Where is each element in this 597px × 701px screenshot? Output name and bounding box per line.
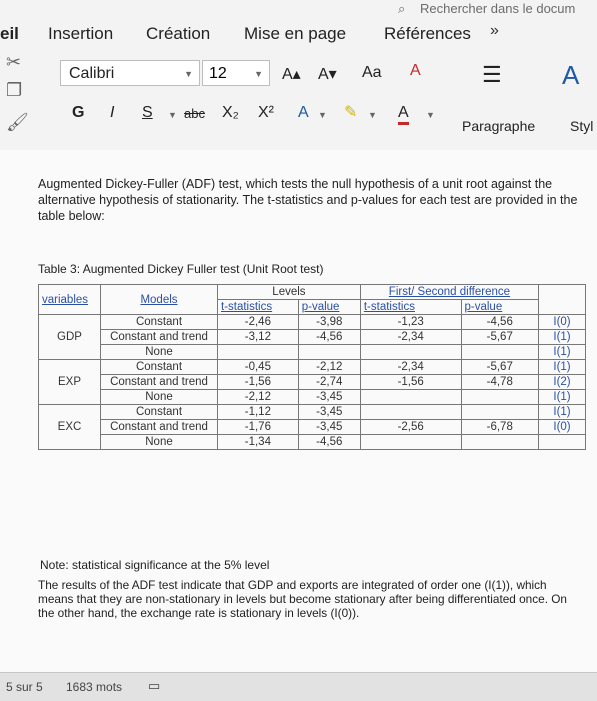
table-row — [39, 420, 586, 435]
text-effects-icon[interactable]: A — [298, 104, 309, 121]
cell-t2: -1,56 — [360, 375, 461, 390]
table-caption: Table 3: Augmented Dickey Fuller test (Unit Root test) — [38, 262, 324, 276]
status-bar — [0, 672, 597, 701]
paragraph-align-icon[interactable]: ☰ — [482, 62, 502, 87]
variable-cell: EXP — [39, 360, 101, 405]
styles-icon[interactable]: A — [562, 60, 580, 90]
word-count[interactable]: 1683 mots — [66, 680, 123, 694]
search-input[interactable]: Rechercher dans le docum — [420, 1, 576, 16]
cell-p2: -6,78 — [461, 420, 539, 435]
cell-order: I(1) — [539, 345, 586, 360]
cell-p: -3,45 — [298, 420, 360, 435]
font-name-field[interactable] — [60, 60, 200, 86]
header-order — [539, 285, 586, 315]
underline-button[interactable]: S — [142, 104, 153, 121]
cell-p2 — [461, 435, 539, 450]
cell-order: I(1) — [539, 390, 586, 405]
variable-cell: GDP — [39, 315, 101, 360]
header-tstat-diff: t-statistics — [360, 300, 461, 315]
cell-t2 — [360, 435, 461, 450]
cell-t: -1,76 — [218, 420, 299, 435]
chevron-down-icon[interactable]: ▼ — [318, 110, 327, 120]
chevron-down-icon[interactable]: ▼ — [426, 110, 435, 120]
cell-order: I(1) — [539, 360, 586, 375]
header-pvalue-diff: p-value — [461, 300, 539, 315]
header-first-diff: First/ Second difference — [360, 285, 538, 300]
cell-p: -3,45 — [298, 390, 360, 405]
cell-t2: -2,34 — [360, 330, 461, 345]
cell-p2: -4,78 — [461, 375, 539, 390]
styles-group-label: Styl — [570, 118, 594, 134]
grow-font-button[interactable]: A▴ — [282, 66, 301, 83]
header-pvalue: p-value — [298, 300, 360, 315]
change-case-button[interactable]: Aa — [362, 64, 382, 81]
intro-paragraph: Augmented Dickey-Fuller (ADF) test, which tests the null hypothesis of a unit root against the alternative hypothesis of stationarity. The t-statistics and p-values for each test are provided in the table below: — [38, 177, 578, 223]
tab-references[interactable]: Références — [384, 24, 471, 43]
table-row — [39, 330, 586, 345]
cell-t2: -1,23 — [360, 315, 461, 330]
cell-t: -3,12 — [218, 330, 299, 345]
cell-models: Constant — [101, 360, 218, 375]
cell-order: I(1) — [539, 330, 586, 345]
table-body — [39, 315, 586, 450]
cell-models: None — [101, 345, 218, 360]
tab-insertion[interactable]: Insertion — [48, 24, 114, 43]
cell-t2: -2,34 — [360, 360, 461, 375]
cell-p2: -5,67 — [461, 330, 539, 345]
cell-t2 — [360, 390, 461, 405]
chevron-down-icon[interactable]: ▼ — [168, 110, 177, 120]
cell-p: -4,56 — [298, 330, 360, 345]
cell-models: Constant — [101, 405, 218, 420]
table-row — [39, 390, 586, 405]
conclusion-paragraph: The results of the ADF test indicate that GDP and exports are integrated of order one (I(1)), which means that they are non-stationary in levels but become stationary after being differentiated once. On the other hand, the exchange rate is stationary in levels (I(0)). — [38, 578, 567, 620]
table-row — [39, 345, 586, 360]
font-color-button[interactable]: A — [398, 104, 409, 125]
table-row — [39, 375, 586, 390]
cell-p2 — [461, 405, 539, 420]
cell-t: -1,34 — [218, 435, 299, 450]
cell-p2: -5,67 — [461, 360, 539, 375]
tab-accueil[interactable]: eil — [0, 24, 19, 43]
subscript-button[interactable]: X₂ — [222, 104, 239, 121]
bold-button[interactable]: G — [72, 104, 85, 121]
font-name-value: Calibri — [69, 65, 115, 82]
cell-t2 — [360, 405, 461, 420]
tab-mise-en-page[interactable]: Mise en page — [244, 24, 347, 43]
cell-models: None — [101, 435, 218, 450]
cell-order: I(2) — [539, 375, 586, 390]
cell-p: -3,98 — [298, 315, 360, 330]
cell-t — [218, 345, 299, 360]
variable-cell: EXC — [39, 405, 101, 450]
cell-models: Constant and trend — [101, 420, 218, 435]
cell-p — [298, 345, 360, 360]
cell-p2 — [461, 345, 539, 360]
cell-models: None — [101, 390, 218, 405]
cell-models: Constant and trend — [101, 375, 218, 390]
cell-order: I(0) — [539, 420, 586, 435]
page-counter[interactable]: 5 sur 5 — [6, 680, 43, 694]
ribbon-tabs — [0, 18, 597, 52]
cell-t: -1,12 — [218, 405, 299, 420]
shrink-font-button[interactable]: A▾ — [318, 66, 337, 83]
cell-p2: -4,56 — [461, 315, 539, 330]
table-row — [39, 405, 586, 420]
cell-p: -4,56 — [298, 435, 360, 450]
cell-t: -1,56 — [218, 375, 299, 390]
copy-icon[interactable]: ❐ — [6, 80, 23, 100]
paragraph-group-label: Paragraphe — [462, 118, 536, 134]
cell-t2: -2,56 — [360, 420, 461, 435]
cell-p: -2,74 — [298, 375, 360, 390]
cell-t: -2,12 — [218, 390, 299, 405]
tab-creation[interactable]: Création — [146, 24, 211, 43]
adf-table — [38, 284, 586, 450]
cell-t: -0,45 — [218, 360, 299, 375]
chevron-down-icon: ▼ — [254, 69, 263, 79]
cell-models: Constant and trend — [101, 330, 218, 345]
search-icon: ⌕ — [398, 1, 406, 16]
search-field[interactable] — [398, 0, 597, 18]
cell-order — [539, 435, 586, 450]
table-row — [39, 360, 586, 375]
cell-p: -2,12 — [298, 360, 360, 375]
cell-p2 — [461, 390, 539, 405]
font-size-value: 12 — [209, 65, 227, 82]
cut-icon[interactable]: ✂ — [6, 52, 22, 72]
font-size-field[interactable] — [202, 60, 270, 86]
table-row — [39, 435, 586, 450]
chevron-down-icon[interactable]: ▼ — [368, 110, 377, 120]
cell-order: I(1) — [539, 405, 586, 420]
cell-t2 — [360, 345, 461, 360]
format-painter-icon[interactable]: 🖌 — [6, 112, 29, 132]
table-row — [39, 315, 586, 330]
highlight-icon[interactable]: ✎ — [344, 104, 358, 121]
clear-format-icon[interactable]: A — [410, 62, 421, 79]
proofing-icon[interactable]: ▭ — [148, 678, 161, 693]
cell-t: -2,46 — [218, 315, 299, 330]
chevron-down-icon: ▼ — [184, 69, 193, 79]
italic-button[interactable]: I — [110, 104, 115, 121]
header-models: Models — [101, 285, 218, 315]
table-note: Note: statistical significance at the 5% level — [40, 558, 270, 572]
cell-order: I(0) — [539, 315, 586, 330]
more-tabs-button[interactable]: » — [490, 22, 499, 39]
header-tstat: t-statistics — [218, 300, 299, 315]
strikethrough-button[interactable]: abc — [184, 106, 205, 121]
ribbon — [0, 0, 597, 151]
cell-p: -3,45 — [298, 405, 360, 420]
header-variables: variables — [39, 285, 101, 315]
cell-models: Constant — [101, 315, 218, 330]
superscript-button[interactable]: X² — [258, 104, 274, 121]
header-levels: Levels — [218, 285, 361, 300]
